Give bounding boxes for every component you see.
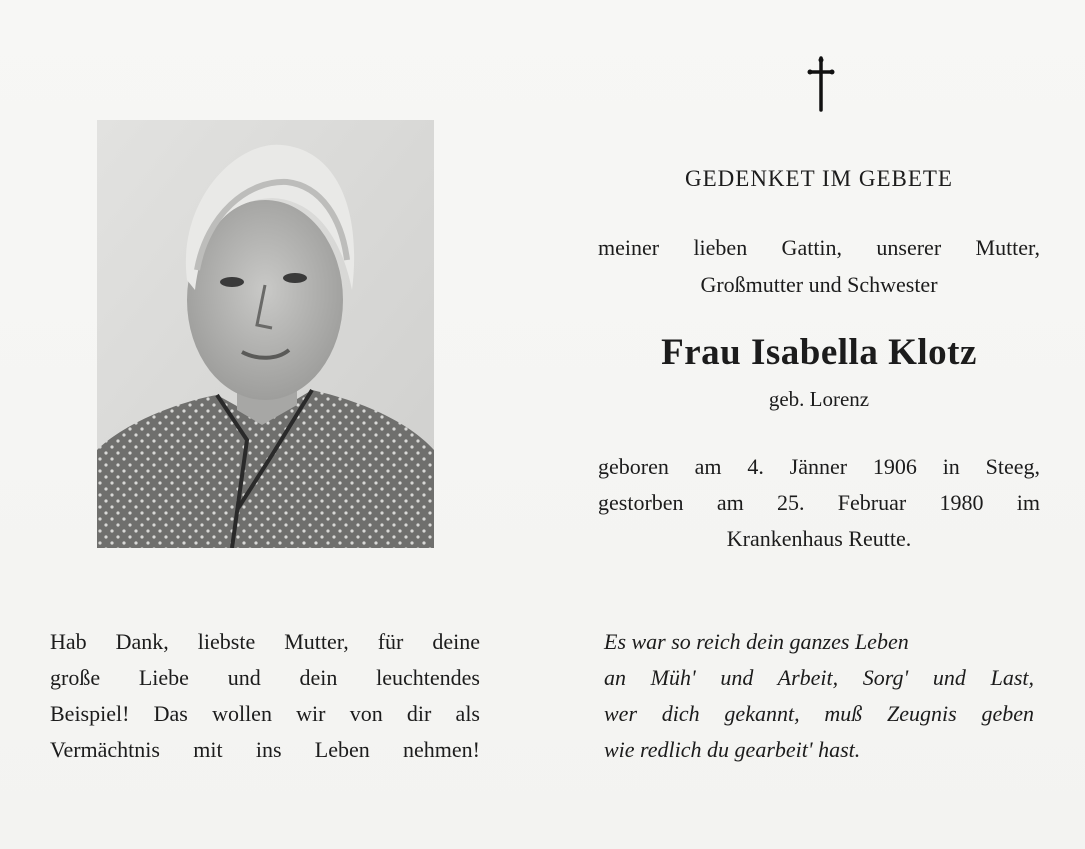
intro-line: meiner lieben Gattin, unserer Mutter, (598, 235, 1040, 260)
poem-line: an Müh' und Arbeit, Sorg' und Last, (604, 665, 1034, 690)
thanks-text (50, 624, 480, 768)
date-line: gestorben am 25. Februar 1980 im (598, 490, 1040, 515)
date-line: geboren am 4. Jänner 1906 in Steeg, (598, 454, 1040, 479)
poem-text (604, 624, 1034, 768)
poem-line: wie redlich du gearbeit' hast. (604, 737, 861, 762)
poem-line: Es war so reich dein ganzes Leben (604, 629, 909, 654)
life-dates (598, 449, 1040, 557)
thanks-line: Beispiel! Das wollen wir von dir als (50, 701, 480, 726)
deceased-name: Frau Isabella Klotz (661, 332, 977, 373)
latin-cross-icon (806, 56, 836, 112)
portrait-photo (97, 120, 434, 548)
thanks-line: Hab Dank, liebste Mutter, für deine (50, 629, 480, 654)
date-line: Krankenhaus Reutte. (726, 526, 912, 551)
poem-line: wer dich gekannt, muß Zeugnis geben (604, 701, 1034, 726)
intro-line: Großmutter und Schwester (700, 272, 938, 297)
maiden-name: geb. Lorenz (768, 387, 870, 411)
intro-text (598, 229, 1040, 303)
heading: GEDENKET IM GEBETE (685, 166, 953, 191)
thanks-line: große Liebe und dein leuchtendes (50, 665, 480, 690)
thanks-line: Vermächtnis mit ins Leben nehmen! (50, 737, 480, 762)
